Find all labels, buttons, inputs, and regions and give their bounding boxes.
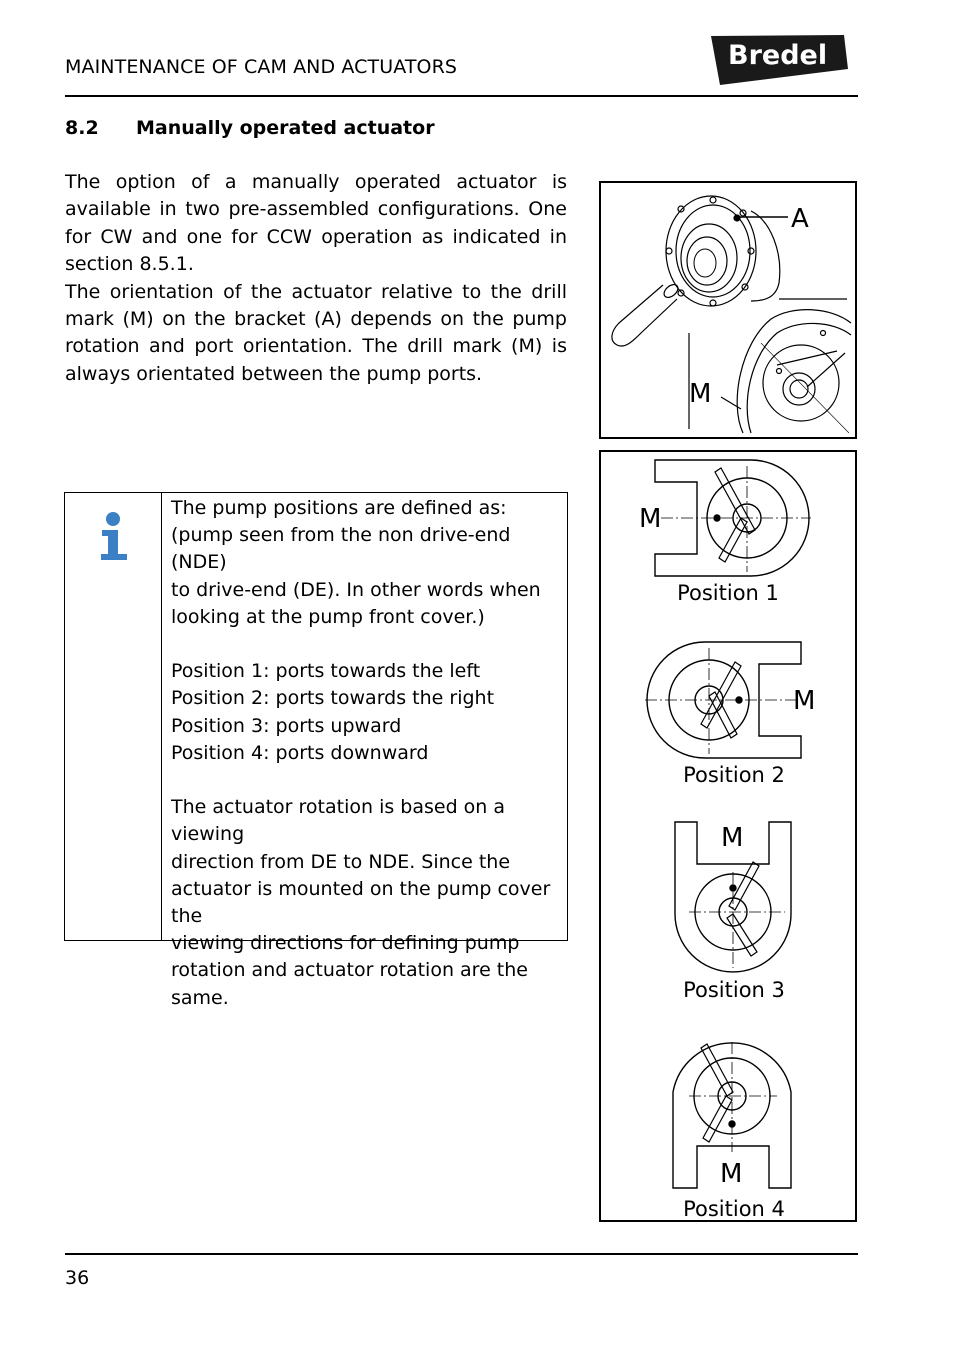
- info-line: looking at the pump front cover.): [171, 605, 485, 628]
- info-icon-cell: [65, 493, 162, 940]
- info-line: direction from DE to NDE. Since the: [171, 850, 511, 873]
- position-1-diagram: [639, 460, 811, 576]
- position-label-2: Position 2: [683, 763, 785, 787]
- header-rule: [65, 95, 858, 97]
- info-line: same.: [171, 986, 229, 1009]
- mark-label-3: M: [721, 823, 744, 853]
- mark-label-4: M: [720, 1159, 743, 1189]
- position-label-1: Position 1: [677, 581, 779, 605]
- intro-paragraph-1: The option of a manually operated actuator is available in two pre-assembled configurations. One for CW and one for CCW operation as indicated in section 8.5.1.: [65, 171, 567, 276]
- info-line: The pump positions are defined as:: [171, 497, 507, 519]
- pump-positions-drawing: [601, 452, 855, 1220]
- pump-positions-figure: [599, 450, 857, 1222]
- footer-rule: [65, 1253, 858, 1255]
- info-note: [64, 492, 568, 1009]
- intro-paragraph-2: The orientation of the actuator relative to the drill mark (M) on the bracket (A) depends on the pump rotation and port orientation. The drill mark (M) is always orientated between the pump ports.: [65, 280, 567, 385]
- info-line: to drive-end (DE). In other words when: [171, 578, 541, 601]
- mark-label-1: M: [639, 504, 662, 534]
- info-icon: [99, 511, 129, 563]
- position-3-diagram: [675, 822, 791, 972]
- position-definition-2: Position 2: ports towards the right: [171, 687, 495, 710]
- section-number: 8.2: [65, 117, 99, 139]
- position-definition-4: Position 4: ports downward: [171, 741, 429, 764]
- intro-text: [65, 169, 567, 388]
- bredel-logo: [708, 33, 850, 87]
- position-label-3: Position 3: [683, 978, 785, 1002]
- info-line: rotation and actuator rotation are the: [171, 959, 528, 982]
- position-definition-3: Position 3: ports upward: [171, 714, 402, 737]
- position-label-4: Position 4: [683, 1197, 785, 1220]
- actuator-figure: [599, 181, 857, 439]
- info-line: viewing directions for defining pump: [171, 932, 520, 955]
- info-line: actuator is mounted on the pump cover the: [171, 877, 551, 928]
- info-text: [171, 495, 563, 1012]
- logo-text: Bredel: [728, 40, 828, 71]
- label-m: M: [689, 379, 712, 409]
- position-4-diagram: [673, 1042, 791, 1189]
- page-number: 36: [65, 1267, 90, 1289]
- position-definition-1: Position 1: ports towards the left: [171, 660, 481, 683]
- info-line: The actuator rotation is based on a viewing: [171, 796, 506, 846]
- mark-label-2: M: [793, 686, 816, 716]
- section-title: Manually operated actuator: [136, 117, 435, 139]
- label-a: A: [791, 204, 809, 234]
- actuator-drawing: [601, 183, 855, 437]
- position-2-diagram: [645, 642, 815, 758]
- info-line: (pump seen from the non drive-end (NDE): [171, 524, 511, 574]
- header-title: MAINTENANCE OF CAM AND ACTUATORS: [65, 56, 458, 78]
